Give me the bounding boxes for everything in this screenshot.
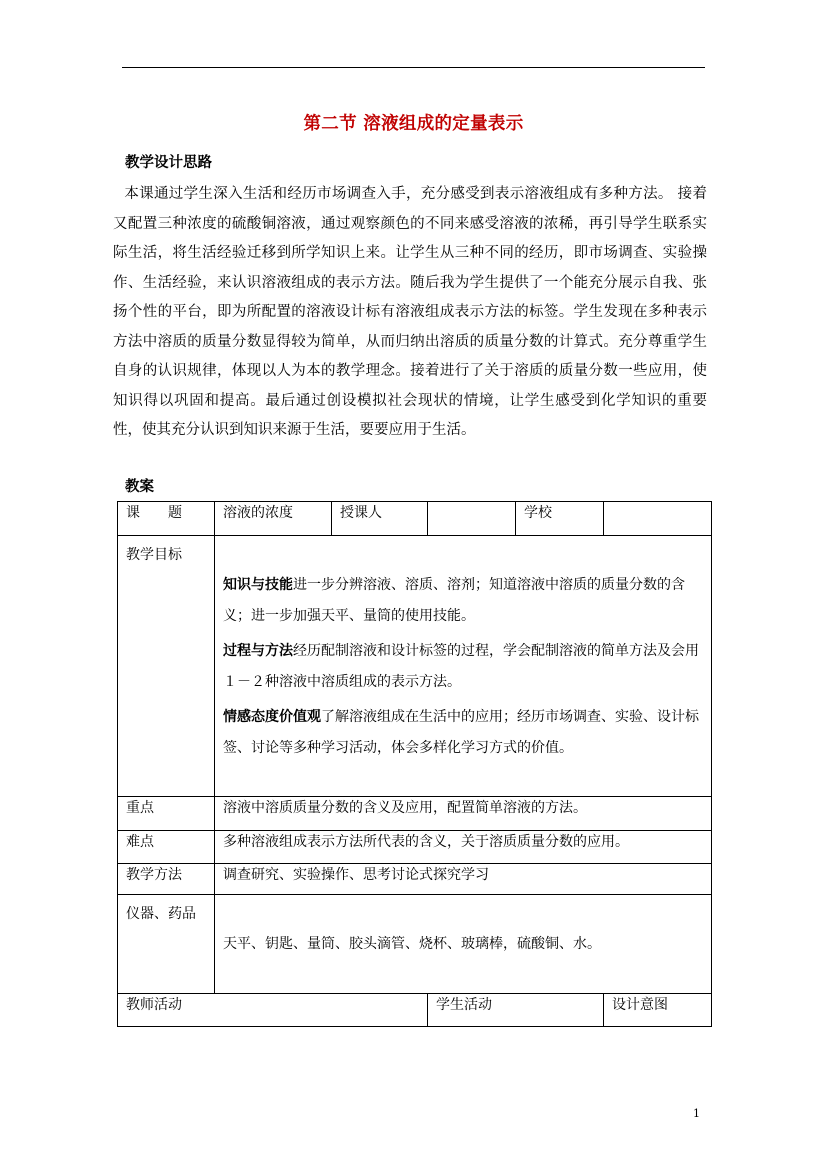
- key-label: 重点: [118, 797, 215, 831]
- goal-attitude-text: 了解溶液组成在生活中的应用；经历市场调查、实验、设计标签、讨论等多种学习活动，体会多样化学习方式的价值。: [223, 709, 699, 756]
- page-title: 第二节 溶液组成的定量表示: [303, 114, 524, 134]
- equipment-value: 天平、钥匙、量筒、胶头滴管、烧杯、玻璃棒，硫酸铜、水。: [215, 895, 712, 994]
- goal-process-text: 经历配制溶液和设计标签的过程，学会配制溶液的简单方法及会用１－２种溶液中溶质组成的表示方法。: [223, 643, 699, 690]
- goal-knowledge-label: 知识与技能: [223, 577, 293, 593]
- topic-value: 溶液的浓度: [215, 502, 332, 536]
- goal-attitude-label: 情感态度价值观: [223, 709, 321, 725]
- student-activity-header: 学生活动: [428, 994, 604, 1027]
- plan-heading: 教案: [125, 479, 154, 495]
- difficulty-label: 难点: [118, 831, 215, 864]
- design-heading: 教学设计思路: [125, 155, 212, 171]
- design-intent-header: 设计意图: [604, 994, 712, 1027]
- page-number: 1: [693, 1107, 700, 1120]
- teacher-label: 授课人: [332, 502, 428, 536]
- teacher-value: [428, 502, 516, 536]
- school-label: 学校: [516, 502, 604, 536]
- difficulty-value: 多种溶液组成表示方法所代表的含义，关于溶质质量分数的应用。: [215, 831, 712, 864]
- lesson-plan-table: [117, 501, 712, 1027]
- method-value: 调查研究、实验操作、思考讨论式探究学习: [215, 864, 712, 895]
- goals-cell: [215, 536, 712, 797]
- topic-label: 课 题: [118, 502, 215, 536]
- teacher-activity-header: 教师活动: [118, 994, 428, 1027]
- goal-attitude: [223, 702, 703, 764]
- goal-process: [223, 636, 703, 698]
- design-text: 本课通过学生深入生活和经历市场调查入手，充分感受到表示溶液组成有多种方法。 接着又配置三种浓度的硫酸铜溶液，通过观察颜色的不同来感受溶液的浓稀，再引导学生联系实际生活，将生活经验迁移到所学知识上来。让学生从三种不同的经历，即市场调查、实验操作、生活经验，来认识溶液组成的表示方法。随后我为学生提供了一个能充分展示自我、张扬个性的平台，即为所配置的溶液设计标有溶液组成表示方法的标签。学生发现在多种表示方法中溶质的质量分数显得较为简单，从而归纳出溶质的质量分数的计算式。充分尊重学生自身的认识规律，体现以人为本的教学理念。接着进行了关于溶质的质量分数一些应用，使知识得以巩固和提高。最后通过创设模拟社会现状的情境，让学生感受到化学知识的重要性，使其充分认识到知识来源于生活，要要应用于生活。: [113, 186, 707, 438]
- school-value: [604, 502, 712, 536]
- method-label: 教学方法: [118, 864, 215, 895]
- goal-knowledge: [223, 570, 703, 632]
- goal-process-label: 过程与方法: [223, 643, 293, 659]
- header-rule: [122, 67, 705, 68]
- goals-label: 教学目标: [118, 536, 215, 797]
- design-paragraph: [113, 180, 707, 446]
- key-value: 溶液中溶质质量分数的含义及应用，配置简单溶液的方法。: [215, 797, 712, 831]
- equipment-label: 仪器、药品: [118, 895, 215, 994]
- goal-knowledge-text: 进一步分辨溶液、溶质、溶剂；知道溶液中溶质的质量分数的含义；进一步加强天平、量筒的使用技能。: [223, 577, 685, 624]
